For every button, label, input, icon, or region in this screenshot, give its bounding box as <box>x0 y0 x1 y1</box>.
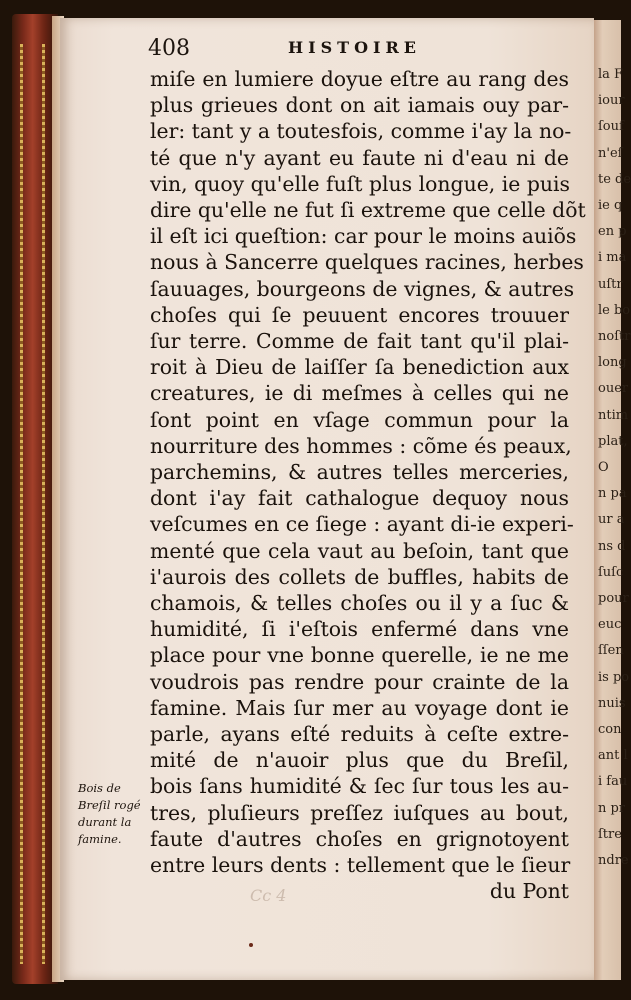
text-line: tres, pluſieurs preſſez iuſques au bout, <box>150 800 569 825</box>
margin-note-line: Breſil rogé <box>78 798 141 812</box>
gilt-tooling <box>20 44 23 964</box>
facing-page-fragment: nuis <box>598 695 626 711</box>
facing-page-fragment: noſtr <box>598 329 631 344</box>
facing-page-fragment: uſtr <box>598 276 623 292</box>
facing-page-fragment: con <box>598 722 622 737</box>
text-line: entre leurs dents : tellement que le ſieur <box>150 853 571 878</box>
text-line: il eſt ici queſtion: car pour le moins auiõs <box>150 224 577 249</box>
signature-mark: Cc 4 <box>250 886 287 905</box>
facing-page-fragment: euc <box>598 617 622 633</box>
text-line: famine. Mais ſur mer au voyage dont ie <box>150 695 569 720</box>
ink-speck <box>249 943 253 947</box>
facing-page-fragment: ntim <box>598 407 629 423</box>
text-line: parchemins, & autres telles merceries, <box>150 460 569 485</box>
margin-note <box>78 780 148 848</box>
facing-page-fragment: la F <box>598 67 624 82</box>
margin-note-line: famine. <box>78 832 122 846</box>
text-line: bois ſans humidité & ſec ſur tous les au- <box>150 774 569 799</box>
text-line: faute d'autres choſes en grignotoyent <box>150 826 569 851</box>
facing-page-fragment: ant l <box>598 748 628 764</box>
text-line: menté que cela vaut au beſoin, tant que <box>150 538 569 563</box>
text-line: veſcumes en ce ſiege : ayant di-ie experi- <box>150 512 574 537</box>
text-line: ſur terre. Comme de fait tant qu'il plai- <box>150 329 569 354</box>
text-line: plus grieues dont on ait iamais ouy par- <box>150 93 569 118</box>
facing-page-fragment: n'eſ <box>598 145 623 161</box>
facing-page-fragment: ie q <box>598 198 623 213</box>
text-line: roit à Dieu de laiſſer ſa benediction aux <box>150 355 569 380</box>
facing-page-fragment: le bo <box>598 302 631 318</box>
text-line: ler: tant y a toutesfois, comme i'ay la no- <box>150 119 572 144</box>
text-line: du Pont <box>489 879 569 904</box>
facing-page-fragment: pour <box>598 591 629 606</box>
text-line: ſauuages, bourgeons de vignes, & autres <box>150 276 575 301</box>
text-line: vin, quoy qu'elle fuſt plus longue, ie puis <box>150 171 570 196</box>
text-line: mité de n'auoir plus que du Breſil, <box>150 748 569 773</box>
facing-page-fragment: ns d <box>598 538 626 554</box>
running-title: HISTOIRE <box>288 38 421 57</box>
facing-page-fragment: ſſen <box>598 643 624 659</box>
text-line: miſe en lumiere doyue eſtre au rang des <box>150 67 569 91</box>
facing-page-fragment: ndre <box>598 853 629 868</box>
facing-page-fragment: ſtre <box>598 826 622 842</box>
facing-page-fragment: te de <box>598 171 631 187</box>
facing-page-fragment: i fau <box>598 774 628 790</box>
facing-page-fragment: ſouf <box>598 119 624 135</box>
facing-page-fragment: ſuſc <box>598 564 624 580</box>
text-line: ſont point en vſage commun pour la <box>150 407 569 432</box>
text-line: té que n'y ayant eu faute ni d'eau ni de <box>150 145 569 170</box>
gilt-tooling <box>42 44 45 964</box>
margin-note-line: Bois de <box>78 781 121 795</box>
book-page <box>60 18 594 980</box>
facing-page-fragment: long <box>598 355 627 371</box>
text-line: nous à Sancerre quelques racines, herbes <box>150 250 584 275</box>
facing-page-fragment: ur a <box>598 512 625 528</box>
facing-page-fragment: ouer <box>598 381 629 397</box>
page-number: 408 <box>148 36 190 61</box>
margin-note-line: durant la <box>78 815 132 829</box>
text-line: i'aurois des collets de buffles, habits de <box>150 564 569 589</box>
text-line: parle, ayans eſté reduits à ceſte extre- <box>150 722 569 747</box>
text-line: choſes qui ſe peuuent encores trouuer <box>150 302 569 327</box>
facing-page-fragment: is po <box>598 669 630 685</box>
facing-page <box>590 20 631 980</box>
text-line: dont i'ay fait cathalogue dequoy nous <box>150 486 569 511</box>
text-line: place pour vne bonne querelle, ie ne me <box>150 643 569 668</box>
facing-page-fragment: plat, <box>598 433 628 449</box>
text-line: voudrois pas rendre pour crainte de la <box>150 669 569 694</box>
text-line: nourriture des hommes : cõme és peaux, <box>150 433 572 458</box>
text-line: chamois, & telles choſes ou il y a ſuc & <box>150 591 569 616</box>
facing-page-fragment: en p <box>598 224 627 240</box>
text-line: creatures, ie di meſmes à celles qui ne <box>150 381 569 406</box>
facing-page-fragment: n pr <box>598 800 626 816</box>
text-line: humidité, ſi i'eſtois enfermé dans vne <box>150 617 569 642</box>
facing-page-fragment: iour <box>598 93 625 109</box>
facing-page-fragment: O <box>598 460 609 475</box>
text-line: dire qu'elle ne fut ſi extreme que celle dõt <box>150 198 586 223</box>
facing-page-fragment: n pa <box>598 486 627 502</box>
facing-page-fragment: i ma <box>598 250 627 266</box>
body-text <box>150 66 586 905</box>
